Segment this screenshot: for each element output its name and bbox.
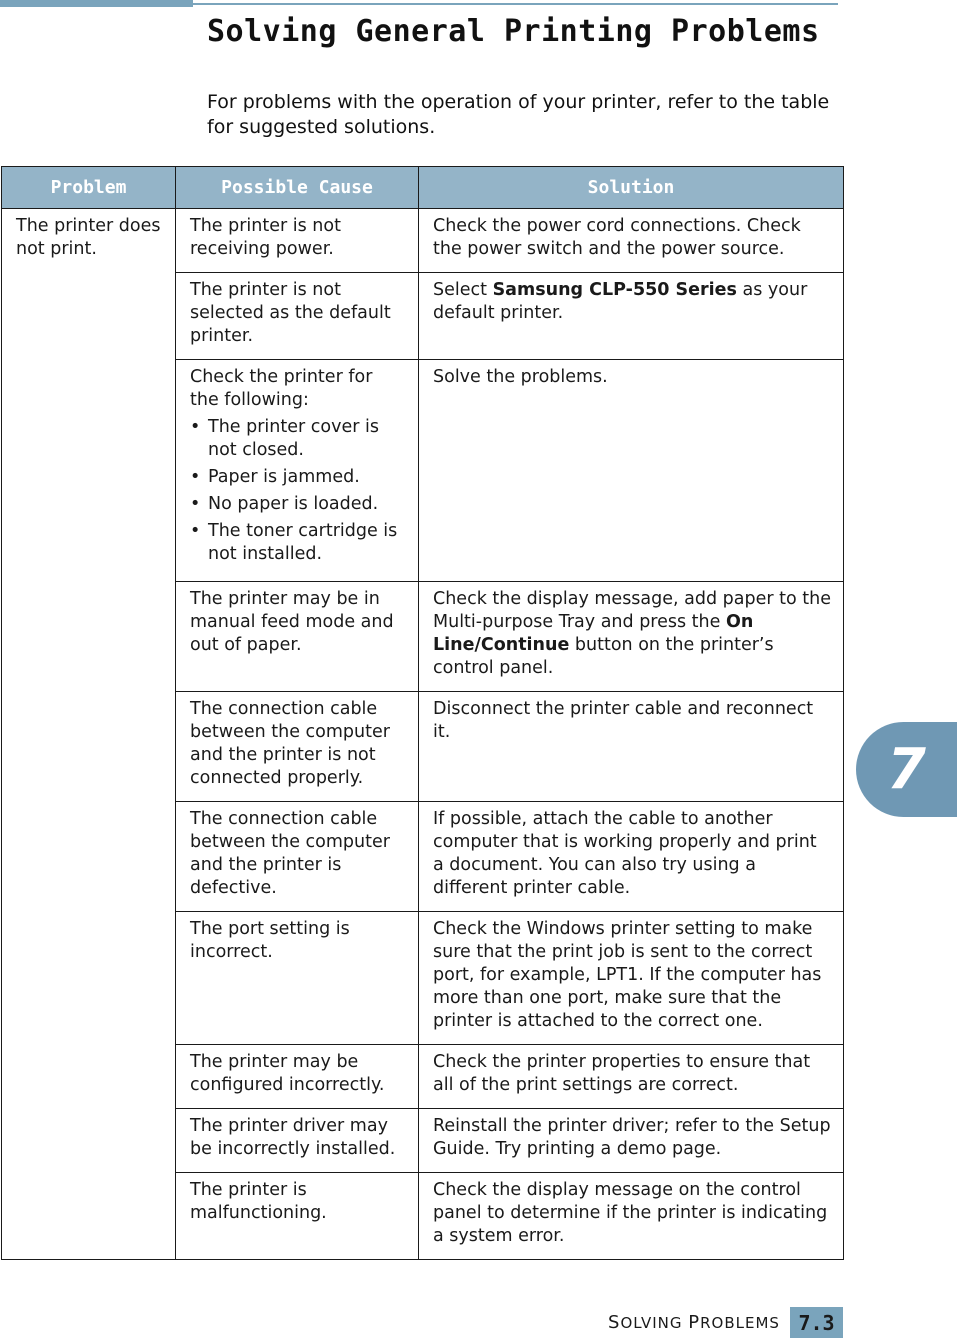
solution-cell: Check the printer properties to ensure that all of the print settings are correct. — [419, 1045, 844, 1109]
solution-text: button on the printer’s control panel. — [433, 635, 774, 678]
solution-cell: Solve the problems. — [419, 360, 844, 582]
list-item: • Paper is jammed. — [190, 466, 406, 489]
solution-cell: If possible, attach the cable to another computer that is working properly and print a document. You can also try using a different printer cable. — [419, 802, 844, 912]
table-row — [2, 209, 844, 273]
top-accent-bar — [0, 0, 193, 7]
cause-cell: The printer driver may be incorrectly installed. — [176, 1109, 419, 1173]
list-item: • No paper is loaded. — [190, 493, 406, 516]
footer-text: ROBLEMS — [700, 1314, 780, 1332]
solution-cell: Check the display message on the control panel to determine if the printer is indicating a system error. — [419, 1173, 844, 1260]
column-header-problem: Problem — [2, 167, 176, 209]
solution-cell: Check the power cord connections. Check the power switch and the power source. — [419, 209, 844, 273]
chapter-tab: 7 — [856, 722, 957, 817]
cause-cell: The printer may be configured incorrectly. — [176, 1045, 419, 1109]
cause-checklist — [190, 416, 406, 566]
solution-cell: Check the Windows printer setting to make sure that the print job is sent to the correct port, for example, LPT1. If the computer has more than one port, make sure that the printer is attached to the correct one. — [419, 912, 844, 1045]
column-header-cause: Possible Cause — [176, 167, 419, 209]
solution-text: Select — [433, 280, 493, 300]
page-title: Solving General Printing Problems — [207, 14, 820, 49]
cause-cell: The connection cable between the computer and the printer is not connected properly. — [176, 692, 419, 802]
cause-cell: The connection cable between the computer and the printer is defective. — [176, 802, 419, 912]
page-number: 7.3 — [790, 1307, 843, 1338]
footer-initial: S — [608, 1312, 621, 1333]
cause-cell: The port setting is incorrect. — [176, 912, 419, 1045]
footer-initial: P — [688, 1312, 701, 1333]
solution-cell: Disconnect the printer cable and reconnect it. — [419, 692, 844, 802]
cause-cell: The printer is not receiving power. — [176, 209, 419, 273]
solution-cell — [419, 273, 844, 360]
list-item: • The printer cover is not closed. — [190, 416, 406, 462]
solution-cell — [419, 582, 844, 692]
problem-cell: The printer does not print. — [2, 209, 176, 1260]
top-rule — [193, 3, 838, 5]
footer-text: OLVING — [620, 1314, 689, 1332]
product-name: Samsung CLP-550 Series — [492, 280, 737, 300]
solution-cell: Reinstall the printer driver; refer to the Setup Guide. Try printing a demo page. — [419, 1109, 844, 1173]
column-header-solution: Solution — [419, 167, 844, 209]
cause-cell: The printer is not selected as the default printer. — [176, 273, 419, 360]
solution-text: Check the display message, add paper to the Multi-purpose Tray and press the — [433, 589, 831, 632]
cause-cell: The printer may be in manual feed mode and out of paper. — [176, 582, 419, 692]
footer-section-label — [608, 1312, 780, 1333]
intro-paragraph: For problems with the operation of your printer, refer to the table for suggested solutions. — [207, 91, 830, 138]
cause-intro: Check the printer for the following: — [190, 367, 373, 410]
cause-cell: The printer is malfunctioning. — [176, 1173, 419, 1260]
solution-text: as your default printer. — [433, 280, 808, 323]
table-header-row — [2, 167, 844, 209]
cause-cell — [176, 360, 419, 582]
list-item: • The toner cartridge is not installed. — [190, 520, 406, 566]
problems-table — [1, 166, 844, 1260]
button-name: On Line/Continue — [433, 612, 754, 655]
